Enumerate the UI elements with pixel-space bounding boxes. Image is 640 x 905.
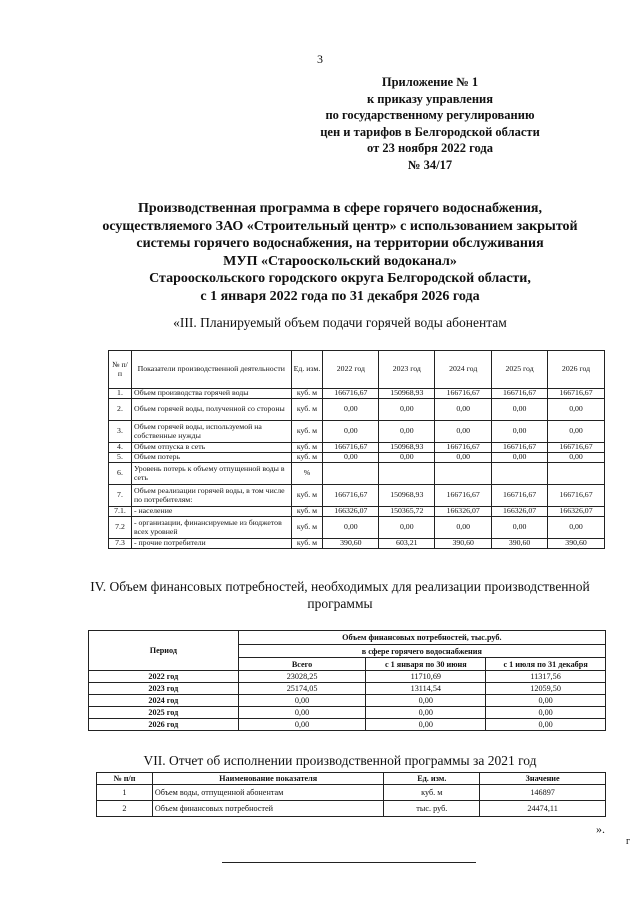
row-value: 166716,67 (435, 443, 492, 453)
header-num: № п/п (109, 351, 132, 389)
row-value (435, 463, 492, 485)
table-row (89, 707, 606, 719)
row-total: 0,00 (238, 695, 366, 707)
row-period: 2026 год (89, 719, 239, 731)
row-period: 2024 год (89, 695, 239, 707)
table-row (109, 399, 605, 421)
row-value: 390,60 (492, 539, 548, 549)
row-value: 166326,07 (323, 507, 379, 517)
row-h1: 0,00 (366, 719, 486, 731)
row-indicator: - население (131, 507, 291, 517)
row-value: 0,00 (435, 399, 492, 421)
row-value: 390,60 (548, 539, 605, 549)
section4-heading: IV. Объем финансовых потребностей, необходимых для реализации производственной программы (90, 579, 590, 611)
header-year: 2024 год (435, 351, 492, 389)
row-num: 7.3 (109, 539, 132, 549)
document-title (60, 200, 620, 305)
row-unit: тыс. руб. (384, 801, 480, 817)
header-group: Объем финансовых потребностей, тыс.руб. (238, 631, 605, 645)
appendix-line: от 23 ноября 2022 года (367, 141, 493, 155)
table-row (89, 695, 606, 707)
section7-body (97, 785, 606, 817)
row-unit: % (291, 463, 323, 485)
row-indicator: Объем отпуска в сеть (131, 443, 291, 453)
table-row (109, 453, 605, 463)
row-num: 4. (109, 443, 132, 453)
section7-table (96, 772, 606, 817)
table-row (109, 443, 605, 453)
row-value: 0,00 (435, 517, 492, 539)
header-period: Период (89, 631, 239, 671)
row-num: 7.2 (109, 517, 132, 539)
row-value: 0,00 (323, 453, 379, 463)
row-value: 166716,67 (435, 389, 492, 399)
row-value: 0,00 (435, 421, 492, 443)
section3-heading: «III. Планируемый объем подачи горячей воды абонентам (173, 315, 507, 330)
row-num: 6. (109, 463, 132, 485)
row-value: 0,00 (435, 453, 492, 463)
row-unit: куб. м (291, 389, 323, 399)
row-num: 1 (97, 785, 153, 801)
footer-rule (222, 862, 476, 863)
row-indicator: Объем горячей воды, используемой на собственные нужды (131, 421, 291, 443)
row-value: 603,21 (379, 539, 435, 549)
row-unit: куб. м (291, 539, 323, 549)
appendix-line: по государственному регулированию (325, 108, 535, 122)
row-period: 2023 год (89, 683, 239, 695)
table-row (97, 785, 606, 801)
appendix-block (300, 74, 560, 173)
row-value: 150968,93 (379, 485, 435, 507)
header-year: 2022 год (323, 351, 379, 389)
row-unit: куб. м (291, 485, 323, 507)
row-num: 2 (97, 801, 153, 817)
row-value: 390,60 (435, 539, 492, 549)
row-indicator: Уровень потерь к объему отпущенной воды в сеть (131, 463, 291, 485)
row-value: 166716,67 (323, 389, 379, 399)
row-value: 150968,93 (379, 443, 435, 453)
table-row (97, 801, 606, 817)
row-h1: 13114,54 (366, 683, 486, 695)
row-h1: 11710,69 (366, 671, 486, 683)
row-indicator: Объем горячей воды, полученной со стороны (131, 399, 291, 421)
row-unit: куб. м (291, 443, 323, 453)
row-value: 0,00 (548, 399, 605, 421)
appendix-line: к приказу управления (366, 91, 494, 106)
row-total: 0,00 (238, 707, 366, 719)
appendix-line: цен и тарифов в Белгородской области (320, 124, 540, 139)
row-unit: куб. м (291, 517, 323, 539)
header-unit: Ед. изм. (291, 351, 323, 389)
table-row (89, 719, 606, 731)
row-value: 0,00 (379, 453, 435, 463)
row-num: 7.1. (109, 507, 132, 517)
table-row (89, 671, 606, 683)
row-value: 166326,07 (492, 507, 548, 517)
row-period: 2025 год (89, 707, 239, 719)
row-value: 0,00 (492, 399, 548, 421)
row-h2: 0,00 (486, 695, 606, 707)
row-name: Объем воды, отпущенной абонентам (152, 785, 384, 801)
row-num: 3. (109, 421, 132, 443)
row-value (492, 463, 548, 485)
row-name: Объем финансовых потребностей (152, 801, 384, 817)
row-value: 0,00 (492, 453, 548, 463)
row-value (379, 463, 435, 485)
row-value: 24474,11 (480, 801, 606, 817)
header-year: 2026 год (548, 351, 605, 389)
edge-mark: г (626, 836, 631, 847)
row-value: 166326,07 (548, 507, 605, 517)
appendix-line: № 34/17 (407, 157, 453, 172)
row-value: 166716,67 (548, 443, 605, 453)
header-h2: с 1 июля по 31 декабря (486, 658, 606, 671)
header-unit: Ед. изм. (384, 773, 480, 785)
row-h2: 12059,50 (486, 683, 606, 695)
row-value: 166716,67 (323, 485, 379, 507)
row-value: 0,00 (379, 517, 435, 539)
row-unit: куб. м (291, 399, 323, 421)
row-h2: 11317,56 (486, 671, 606, 683)
header-num: № п/п (97, 773, 153, 785)
header-total: Всего (238, 658, 366, 671)
row-value: 166716,67 (323, 443, 379, 453)
row-value: 0,00 (323, 399, 379, 421)
row-num: 1. (109, 389, 132, 399)
header-year: 2023 год (379, 351, 435, 389)
page-number: 3 (317, 52, 323, 66)
title-line: МУП «Старооскольский водоканал» (223, 253, 457, 269)
header-name: Наименование показателя (152, 773, 384, 785)
header-indicator: Показатели производственной деятельности (131, 351, 291, 389)
row-unit: куб. м (384, 785, 480, 801)
row-value: 0,00 (323, 421, 379, 443)
row-indicator: Объем производства горячей воды (131, 389, 291, 399)
row-total: 25174,05 (238, 683, 366, 695)
row-value: 0,00 (492, 421, 548, 443)
row-value: 166716,67 (548, 485, 605, 507)
row-h1: 0,00 (366, 707, 486, 719)
row-h2: 0,00 (486, 719, 606, 731)
row-value: 166716,67 (492, 443, 548, 453)
row-value: 166716,67 (492, 485, 548, 507)
row-h1: 0,00 (366, 695, 486, 707)
header-value: Значение (480, 773, 606, 785)
appendix-line: Приложение № 1 (381, 75, 479, 89)
header-year: 2025 год (492, 351, 548, 389)
section3-body (109, 389, 605, 549)
table-row (109, 421, 605, 443)
row-value: 146897 (480, 785, 606, 801)
section4-table (88, 630, 606, 731)
row-value: 0,00 (323, 517, 379, 539)
row-total: 0,00 (238, 719, 366, 731)
table-row (89, 683, 606, 695)
row-num: 2. (109, 399, 132, 421)
section3-table (108, 350, 605, 549)
row-indicator: Объем реализации горячей воды, в том числе по потребителям: (131, 485, 291, 507)
title-line: Старооскольского городского округа Белгородской области, (149, 271, 531, 286)
row-value: 150365,72 (379, 507, 435, 517)
row-unit: куб. м (291, 453, 323, 463)
row-value: 390,60 (323, 539, 379, 549)
row-value: 0,00 (492, 517, 548, 539)
title-line: с 1 января 2022 года по 31 декабря 2026 года (200, 288, 480, 304)
section7-heading: VII. Отчет об исполнении производственной программы за 2021 год (143, 753, 537, 768)
title-line: Производственная программа в сфере горячего водоснабжения, (138, 201, 542, 216)
section4-body (89, 671, 606, 731)
row-value: 166716,67 (548, 389, 605, 399)
table-row (109, 507, 605, 517)
header-subgroup: в сфере горячего водоснабжения (238, 645, 605, 658)
row-value: 166326,07 (435, 507, 492, 517)
row-num: 5. (109, 453, 132, 463)
row-unit: куб. м (291, 421, 323, 443)
table-row (109, 539, 605, 549)
row-total: 23028,25 (238, 671, 366, 683)
row-num: 7. (109, 485, 132, 507)
row-value: 0,00 (548, 421, 605, 443)
title-line: системы горячего водоснабжения, на территории обслуживания (136, 236, 544, 251)
row-value: 166716,67 (435, 485, 492, 507)
title-line: осуществляемого ЗАО «Строительный центр» с использованием закрытой (102, 218, 578, 234)
row-period: 2022 год (89, 671, 239, 683)
row-value: 0,00 (379, 421, 435, 443)
row-value (323, 463, 379, 485)
row-indicator: - прочие потребители (131, 539, 291, 549)
table-row (109, 389, 605, 399)
table-row (109, 463, 605, 485)
row-indicator: - организации, финансируемые из бюджетов всех уровней (131, 517, 291, 539)
row-value: 0,00 (548, 453, 605, 463)
table-row (109, 517, 605, 539)
row-indicator: Объем потерь (131, 453, 291, 463)
row-unit: куб. м (291, 507, 323, 517)
closing-quote: ». (596, 822, 605, 836)
row-value: 0,00 (548, 517, 605, 539)
row-value: 166716,67 (492, 389, 548, 399)
row-h2: 0,00 (486, 707, 606, 719)
header-h1: с 1 января по 30 июня (366, 658, 486, 671)
row-value (548, 463, 605, 485)
row-value: 150968,93 (379, 389, 435, 399)
row-value: 0,00 (379, 399, 435, 421)
table-row (109, 485, 605, 507)
